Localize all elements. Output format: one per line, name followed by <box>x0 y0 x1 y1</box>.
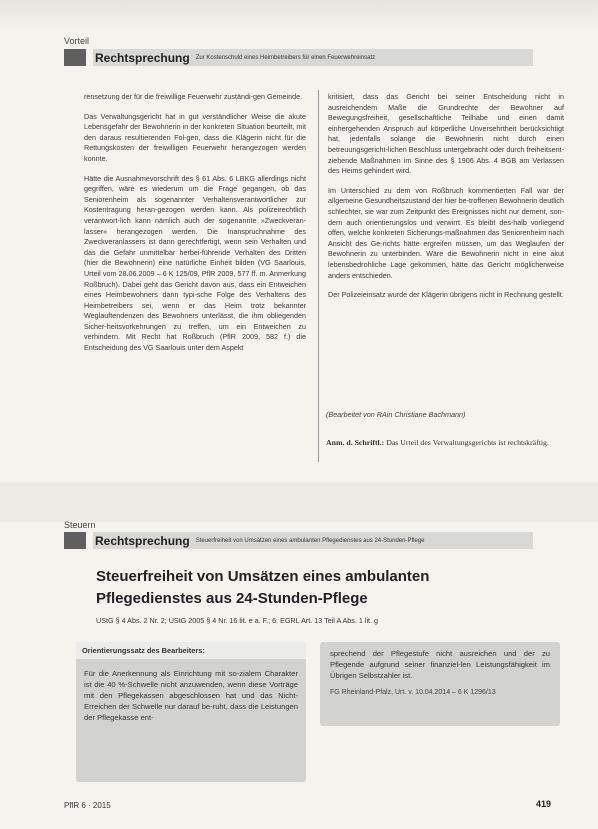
paragraph: kritisiert, dass das Gericht bei seiner Entscheidung nicht in ausreichendem Maße die Grundrechte der Bewohner auf Bewegungsfreiheit, gesellschaftliche Teilhabe und einen damit einhergehenden Anspruch auf körperliche Unversehrtheit berücksichtigt hat, jedenfalls solange die Bewohnerin nicht durch einen betreuungsgericht-lichen Beschluss untergebracht oder durch freiheitsent-ziehende Maßnahmen im Sinne des § 1906 Abs. 4 BGB am Verlassen des Heims gehindert wird. <box>328 92 564 176</box>
page-fold-band <box>0 482 598 522</box>
header-subtitle: Steuerfreiheit von Umsätzen eines ambulanten Pflegedienstes aus 24-Stunden-Pflege <box>195 537 425 544</box>
header-bar <box>93 49 533 66</box>
header-bar <box>93 532 533 549</box>
guiding-principle-text: Für die Anerkennung als Einrichtung mit so-zialem Charakter ist die 40 %-Schwelle nicht anzuwenden, wenn diese Vorträge mit den Pflegekassen abgeschlossen hat und das Nicht-Erreichen der Schwelle nur darauf be-ruht, dass die Leistungen der Pflegekasse ent- <box>84 669 298 722</box>
page-number: 419 <box>536 799 552 809</box>
paragraph: rensetzung der für die freiwillige Feuerwehr zuständi-gen Gemeinde. <box>84 92 303 101</box>
guiding-principle-text-continued: sprechend der Pflegestufe nicht ausreichen und der zu Pflegende aufgrund seiner finanziel-len Leistungsfähigkeit im Übrigen Selbstzahler ist. <box>330 649 550 680</box>
article-title: Steuerfreiheit von Umsätzen eines ambulanten Pflegedienstes aus 24-Stunden-Pflege <box>96 568 430 607</box>
guiding-principle-box <box>76 642 306 782</box>
header-title: Rechtsprechung <box>95 533 190 548</box>
legal-norms: UStG § 4 Abs. 2 Nr. 2; UStG 2005 § 4 Nr. 16 lit. e a. F.; 6. EGRL Art. 13 Teil A Abs. 1 lit. g <box>96 616 379 625</box>
page-shadow <box>0 0 598 30</box>
right-column <box>328 92 564 310</box>
section-category: Steuern <box>64 520 96 530</box>
section-header <box>64 532 533 549</box>
header-marker <box>64 532 86 549</box>
paragraph: Hätte die Ausnahmevorschrift des § 61 Abs. 6 LBKG allerdings nicht gegriffen, wäre es wiederum um die Frage gegangen, ob das Seniorenheim als sogenannter Verhaltensverantwortlicher zur Kostentragung heran-gezogen werden kann. Als polizeirechtlich verantwort-lich kann nämlich auch der sogenannte »Zweckveran-lasser« herangezogen werden. Die Inanspruchnahme des Zweckveranlassers ist dann gerechtfertigt, wenn sein Verhalten und das die Gefahr unmittelbar herbei-führende Verhalten des Dritten (hier die Bewohnerin) eine natürliche Einheit bilden (VG Saarlouis, Urteil vom 28.06.2009 – 6 K 125/09, PflR 2009, 577 ff. m. Anmerkung Roßbruch). Dabei geht das Gericht davon aus, dass ein Entweichen eines Heimbewohners dann typi-sche Folge des Verhaltens des Heimbetreibers sei, wenn er das Heim trotz bekannter Weglauftendenzen des Bewohners unterlässt, die ihm obliegenden Sicher-heitsvorkehrungen zu treffen, um ein Entweichen zu verhindern. Mit Recht hat Roßbruch (PflR 2009, 582 f.) die Entscheidung des VG Saarlouis unter dem Aspekt <box>84 173 306 353</box>
guiding-principle-continued <box>320 642 560 726</box>
journal-issue: PflR 6 · 2015 <box>64 801 111 810</box>
column-divider <box>318 90 319 462</box>
paragraph: Der Polizeieinsatz wurde der Klägerin übrigens nicht in Rechnung gestellt. <box>328 290 564 300</box>
editor-note: (Bearbeitet von RAin Christiane Bachmann) <box>326 410 466 419</box>
header-title: Rechtsprechung <box>95 50 190 65</box>
paragraph: Das Verwaltungsgericht hat in gut verständlicher Weise die akute Lebensgefahr der Bewohnerin in der konkreten Situation beurteilt, mit den daraus resultierenden Fol-gen, dass die Klägerin nicht für die Rettungskosten der freiwilligen Feuerwehr herangezogen werden konnte. <box>84 111 306 163</box>
guiding-principle-header: Orientierungssatz des Bearbeiters: <box>76 642 306 659</box>
author-note-text: Das Urteil des Verwaltungsgerichts ist rechtskräftig. <box>386 438 549 447</box>
section-header <box>64 49 533 66</box>
left-column <box>84 92 306 363</box>
paragraph: Im Unterschied zu dem von Roßbruch kommentierten Fall war der allgemeine Gesundheitszustand der hier be-troffenen Bewohnerin deutlich schlechter, sie war zum Zeitpunkt des Ereignisses nicht nur dement, son-dern auch orientierungslos und verwirrt. Es bleibt des-halb vorliegend offen, welche konkreten Sicherungs-maßnahmen das Seniorenheim nach Ansicht des Ge-richts hätte ergreifen müssen, um das Weglaufen der Bewohnerin zu unterbinden. Wäre die Bewohnerin nicht in eine akut lebensbedrohliche Lage gekommen, hätte das Gericht möglicherweise anders entschieden. <box>328 185 565 280</box>
header-marker <box>64 49 86 66</box>
section-category: Vorteil <box>64 36 90 46</box>
author-note <box>326 437 566 448</box>
author-note-label: Anm. d. Schriftl.: <box>326 438 385 447</box>
court-citation: FG Rheinland-Pfalz, Urt. v. 10.04.2014 – 6 K 1296/13 <box>330 689 496 696</box>
header-subtitle: Zur Kostenschuld eines Heimbetreibers für einen Feuerwehreinsatz <box>195 54 376 61</box>
